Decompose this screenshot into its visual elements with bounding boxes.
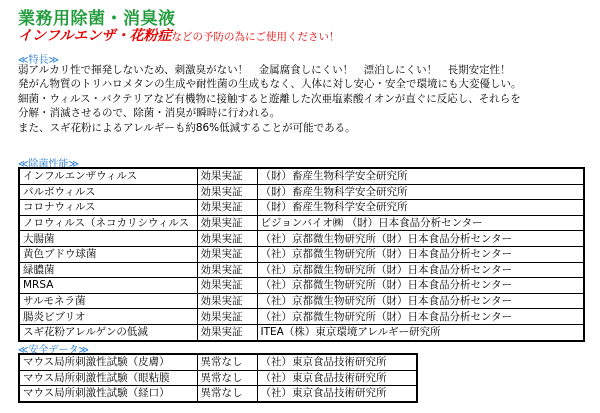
subtitle-rest: などの予防の為にご使用ください！: [171, 31, 340, 43]
cell-name: インフルエンザウィルス: [19, 168, 197, 184]
cell-result: 効果実証: [197, 278, 257, 294]
feature-line: 発がん物質のトリハロメタンの生成や耐性菌の生成もなく、人体に対し安心・安全で環境にも大変優しい。: [18, 78, 522, 91]
cell-name: 大腸菌: [19, 231, 197, 247]
feature-line: 細菌・ウィルス・バクテリアなど有機物に接触すると遊離した次亜塩素酸イオンが直ぐに反応し、それらを: [18, 92, 521, 105]
table-row: [19, 309, 584, 325]
cell-result: 効果実証: [197, 231, 257, 247]
table-row: [19, 246, 584, 262]
cell-result: 異常なし: [197, 370, 257, 386]
cell-name: MRSA: [19, 278, 197, 294]
cell-name: マウス局所刺激性試験（皮膚）: [19, 354, 197, 370]
page-title: 業務用除菌・消臭液: [18, 9, 176, 29]
cell-result: 効果実証: [197, 168, 257, 184]
table-row: [19, 184, 584, 200]
cell-name: サルモネラ菌: [19, 293, 197, 309]
cell-org: （社）京都微生物研究所（財）日本食品分析センター: [257, 278, 584, 294]
features-heading: ≪特長≫: [18, 55, 59, 66]
cell-name: コロナウィルス: [19, 200, 197, 216]
features-text: [18, 63, 593, 135]
antibacterial-table: [18, 167, 585, 342]
antibacterial-heading: ≪除菌性能≫: [18, 159, 79, 170]
cell-result: 効果実証: [197, 184, 257, 200]
cell-result: 効果実証: [197, 215, 257, 231]
table-row: [19, 200, 584, 216]
cell-result: 効果実証: [197, 246, 257, 262]
table-row: [19, 278, 584, 294]
cell-name: 腸炎ビブリオ: [19, 309, 197, 325]
cell-result: 効果実証: [197, 200, 257, 216]
cell-org: ビジョンバイオ㈱ （財）日本食品分析センター: [257, 215, 584, 231]
cell-org: （財）畜産生物科学安全研究所: [257, 200, 584, 216]
cell-org: ITEA（株）東京環境アレルギー研究所: [257, 324, 584, 340]
table-row: [19, 386, 417, 402]
subtitle-emphasis: インフルエンザ・花粉症: [18, 28, 172, 44]
cell-result: 異常なし: [197, 386, 257, 402]
safety-table: [18, 353, 418, 403]
subtitle: [18, 25, 339, 45]
table-row: [19, 168, 584, 184]
table-row: [19, 293, 584, 309]
cell-name: 緑膿菌: [19, 262, 197, 278]
cell-org: （社）京都微生物研究所（財）日本食品分析センター: [257, 309, 584, 325]
cell-name: スギ花粉アレルゲンの低減: [19, 324, 197, 340]
cell-result: 異常なし: [197, 354, 257, 370]
table-row: [19, 324, 584, 340]
cell-org: （社）京都微生物研究所（財）日本食品分析センター: [257, 293, 584, 309]
table-row: [19, 262, 584, 278]
feature-line: また、スギ花粉によるアレルギーも約86%低減することが可能である。: [18, 121, 356, 134]
table-row: [19, 215, 584, 231]
table-row: [19, 231, 584, 247]
table-row: [19, 370, 417, 386]
cell-org: （社）東京食品技術研究所: [257, 370, 417, 386]
cell-result: 効果実証: [197, 309, 257, 325]
feature-line: 分解・消滅させるので、除菌・消臭が瞬時に行われる。: [18, 107, 281, 120]
cell-result: 効果実証: [197, 324, 257, 340]
cell-org: （社）東京食品技術研究所: [257, 386, 417, 402]
cell-result: 効果実証: [197, 262, 257, 278]
cell-org: （財）畜産生物科学安全研究所: [257, 168, 584, 184]
cell-name: 黄色ブドウ球菌: [19, 246, 197, 262]
safety-heading: ≪安全データ≫: [18, 345, 89, 356]
cell-org: （社）京都微生物研究所（財）日本食品分析センター: [257, 231, 584, 247]
cell-org: （社）東京食品技術研究所: [257, 354, 417, 370]
feature-line: 弱アルカリ性で揮発しないため、刺激臭がない！ 金属腐食しにくい！ 漂泊しにくい！ 長期安定性！: [18, 64, 511, 76]
cell-name: パルボウィルス: [19, 184, 197, 200]
cell-name: マウス局所刺激性試験（経口）: [19, 386, 197, 402]
cell-name: ノロウィルス（ネコカリシウィルス: [19, 215, 197, 231]
table-row: [19, 354, 417, 370]
cell-org: （財）畜産生物科学安全研究所: [257, 184, 584, 200]
cell-org: （社）京都微生物研究所（財）日本食品分析センター: [257, 246, 584, 262]
cell-name: マウス局所刺激性試験（眼粘膜: [19, 370, 197, 386]
cell-org: （社）京都微生物研究所（財）日本食品分析センター: [257, 262, 584, 278]
cell-result: 効果実証: [197, 293, 257, 309]
